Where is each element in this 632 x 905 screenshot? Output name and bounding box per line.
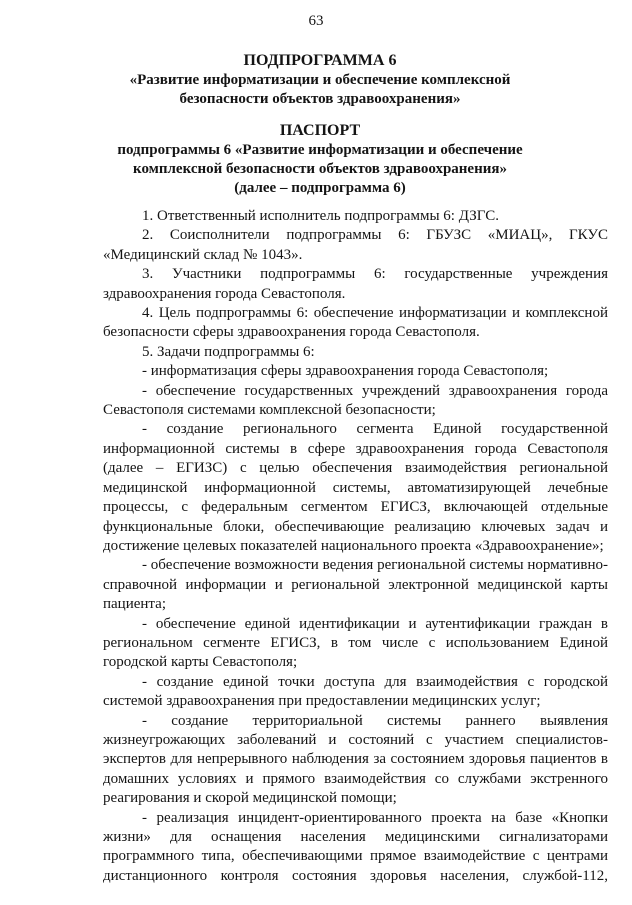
paragraph-co-executors: 2. Соисполнители подпрограммы 6: ГБУЗС «МИАЦ», ГКУС «Медицинский склад № 1043». — [103, 227, 608, 263]
subprogram-subtitle-line2: безопасности объектов здравоохранения» — [179, 91, 461, 107]
passport-body — [103, 207, 608, 886]
list-item-task: - обеспечение единой идентификации и аутентификации граждан в региональном сегменте ЕГИСЗ, в том числе с использованием Единой городской карты Севастополя; — [103, 615, 608, 671]
paragraph-tasks-heading: 5. Задачи подпрограммы 6: — [142, 343, 315, 360]
list-item-task: - создание территориальной системы раннего выявления жизнеугрожающих заболеваний и состояний с участием специалистов-экспертов для непрерывного наблюдения за состоянием здоровья пациентов в домашних условиях и прямого взаимодействия со службами экстренного реагирования и скорой медицинской помощи; — [103, 712, 608, 807]
paragraph-participants: 3. Участники подпрограммы 6: государственные учреждения здравоохранения города Севастополя. — [103, 266, 608, 302]
list-item-task: - создание единой точки доступа для взаимодействия с городской системой здравоохранения при предоставлении медицинских услуг; — [103, 673, 608, 710]
page-number: 63 — [308, 13, 324, 29]
subprogram-subtitle-line1: «Развитие информатизации и обеспечение комплексной — [129, 72, 511, 88]
list-item-task: - информатизация сферы здравоохранения города Севастополя; — [142, 363, 549, 380]
passport-line3: (далее – подпрограмма 6) — [234, 180, 406, 196]
subprogram-heading — [60, 51, 580, 109]
paragraph-responsible-executor: 1. Ответственный исполнитель подпрограммы 6: ДЗГС. — [142, 208, 500, 224]
paragraph-goal: 4. Цель подпрограммы 6: обеспечение информатизации и комплексной безопасности сферы здравоохранения города Севастополя. — [103, 305, 608, 341]
subprogram-title: ПОДПРОГРАММА 6 — [243, 52, 397, 69]
list-item-task: - создание регионального сегмента Единой государственной информационной системы в сфере здравоохранения города Севастополя (далее – ЕГИЗС) с целью обеспечения взаимодействия региональной медицинской информационной системы, автоматизирующей лечебные процессы, с федеральным сегментом ЕГИСЗ, включающей отдельные функциональные блоки, обеспечивающие реализацию ключевых задач и достижение целевых показателей национального проекта «Здравоохранение»; — [103, 421, 608, 554]
passport-heading — [60, 121, 580, 198]
list-item-task: - обеспечение возможности ведения региональной системы нормативно-справочной информации и региональной электронной медицинской карты пациента; — [103, 557, 608, 613]
passport-line1: подпрограммы 6 «Развитие информатизации и обеспечение — [117, 142, 523, 158]
list-item-task: - реализация инцидент-ориентированного проекта на базе «Кнопки жизни» для оснащения населения медицинскими сигнализаторами программного типа, обеспечивающими прямое взаимодействие с центрами дистанционного контроля состояния здоровья населения, службой-112, — [103, 809, 608, 884]
list-item-task: - обеспечение государственных учреждений здравоохранения города Севастополя системами комплексной безопасности; — [103, 382, 608, 419]
passport-title: ПАСПОРТ — [279, 122, 361, 139]
passport-line2: комплексной безопасности объектов здравоохранения» — [133, 161, 507, 177]
